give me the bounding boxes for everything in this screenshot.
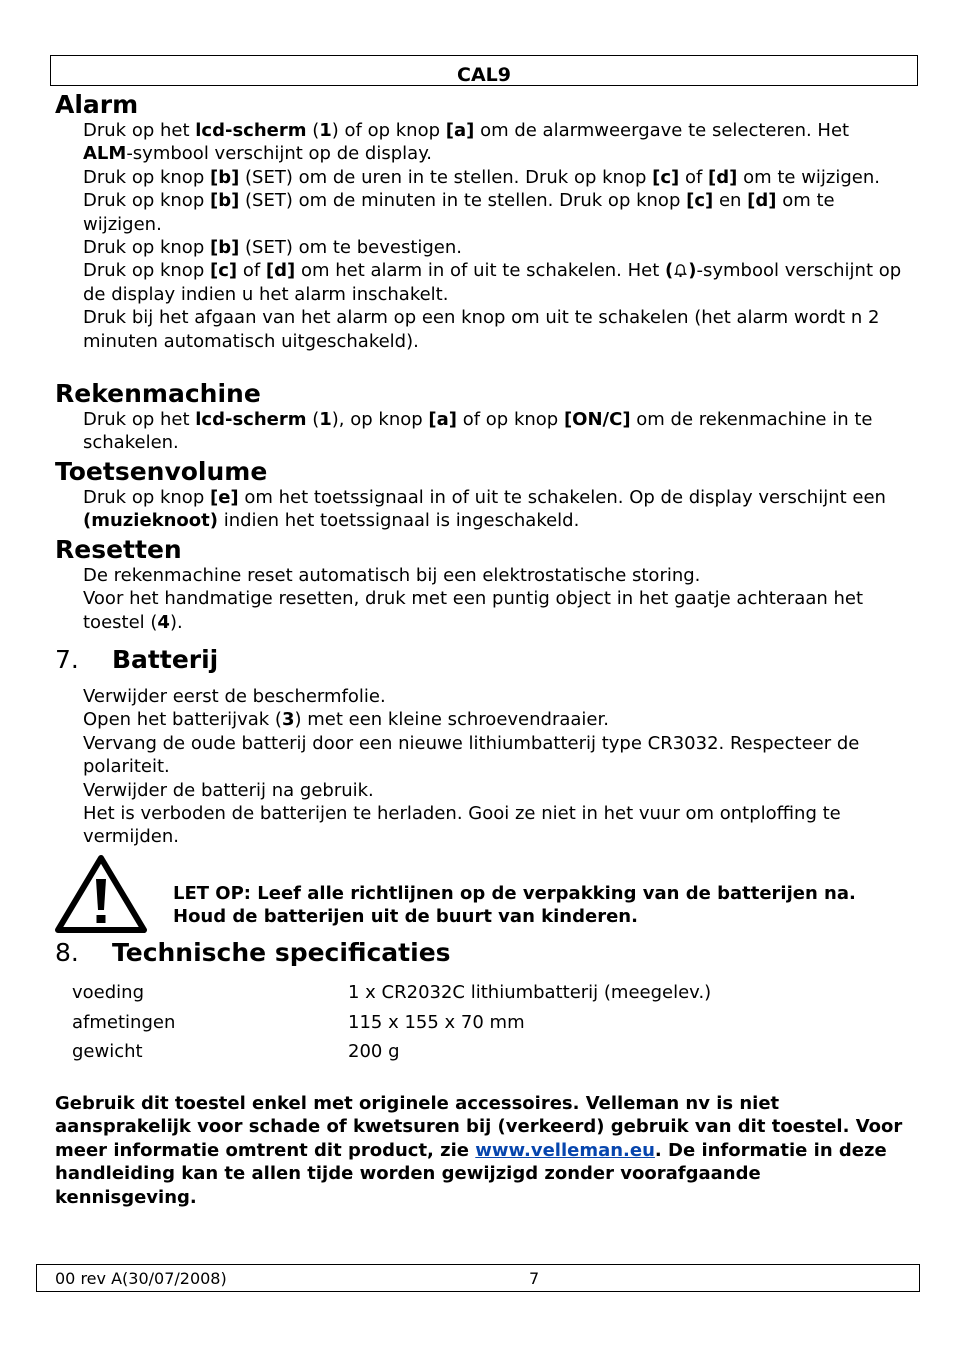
- batterij-step-2: Open het batterijvak (3) met een kleine schroevendraaier.: [83, 709, 609, 731]
- alarm-step-6: Druk bij het afgaan van het alarm op een knop om uit te schakelen (het alarm wordt n 2 minuten automatisch uitgeschakeld).: [83, 307, 880, 352]
- battery-warning: [55, 855, 915, 933]
- model-label: CAL9: [457, 64, 511, 86]
- section-title-batterij: 7. Batterij: [55, 645, 219, 674]
- section-title-rekenmachine: Rekenmachine: [55, 379, 261, 408]
- rekenmachine-step-1: Druk op het lcd-scherm (1), op knop [a] of op knop [ON/C] om de rekenmachine in te schakelen.: [83, 409, 873, 454]
- section-title-toetsenvolume: Toetsenvolume: [55, 457, 268, 486]
- resetten-body: [83, 564, 913, 634]
- alarm-step-3: Druk op knop [b] (SET) om de minuten in te stellen. Druk op knop [c] en [d] om te wijzigen.: [83, 190, 835, 235]
- toetsenvolume-step-1: Druk op knop [e] om het toetssignaal in of uit te schakelen. Op de display verschijnt een (muzieknoot) indien het toetssignaal is ingeschakeld.: [83, 487, 886, 532]
- alarm-body: [83, 119, 913, 353]
- velleman-link[interactable]: www.velleman.eu: [475, 1139, 655, 1161]
- warning-triangle-icon: [55, 855, 147, 933]
- alarm-step-2: Druk op knop [b] (SET) om de uren in te stellen. Druk op knop [c] of [d] om te wijzigen.: [83, 166, 881, 188]
- section-title-resetten: Resetten: [55, 535, 182, 564]
- alarm-step-5: Druk op knop [c] of [d] om het alarm in of uit te schakelen. Het ( )-symbool verschijnt op de display indien u het alarm inschakelt.: [83, 260, 902, 305]
- toetsenvolume-body: [83, 486, 913, 533]
- batterij-step-5: Het is verboden de batterijen te herladen. Gooi ze niet in het vuur om ontploffing te vermijden.: [83, 803, 841, 848]
- warning-text: LET OP: Leef alle richtlijnen op de verpakking van de batterijen na. Houd de batterijen uit de buurt van kinderen.: [173, 883, 856, 928]
- document-header: [50, 55, 918, 86]
- disclaimer: Gebruik dit toestel enkel met originele accessoires. Velleman nv is niet aansprakelijk voor schade of kwetsuren bij (verkeerd) gebruik van dit toestel. Voor meer informatie omtrent dit product, zie www.velleman.eu. De informatie in deze handleiding kan te allen tijde worden gewijzigd zonder voorafgaande kennisgeving.: [55, 1093, 903, 1208]
- batterij-step-1: Verwijder eerst de beschermfolie.: [83, 686, 386, 707]
- resetten-step-1: De rekenmachine reset automatisch bij een elektrostatische storing.: [83, 565, 701, 586]
- page-number: 7: [529, 1269, 540, 1288]
- alarm-step-4: Druk op knop [b] (SET) om te bevestigen.: [83, 237, 463, 259]
- resetten-step-2: Voor het handmatige resetten, druk met een puntig object in het gaatje achteraan het toestel (4).: [83, 588, 864, 633]
- document-footer: [36, 1264, 920, 1292]
- revision-label: 00 rev A(30/07/2008): [55, 1269, 227, 1288]
- batterij-step-3: Vervang de oude batterij door een nieuwe lithiumbatterij type CR3032. Respecteer de polariteit.: [83, 732, 860, 778]
- alarm-step-1: Druk op het lcd-scherm (1) of op knop [a] om de alarmweergave te selecteren. Het ALM-symbool verschijnt op de display.: [83, 120, 850, 165]
- section-title-specs: 8. Technische specificaties: [55, 938, 451, 967]
- section-title-alarm: Alarm: [55, 90, 139, 119]
- batterij-body: [83, 685, 913, 849]
- batterij-step-4: Verwijder de batterij na gebruik.: [83, 779, 374, 801]
- rekenmachine-body: [83, 408, 913, 455]
- bell-icon: [673, 263, 688, 278]
